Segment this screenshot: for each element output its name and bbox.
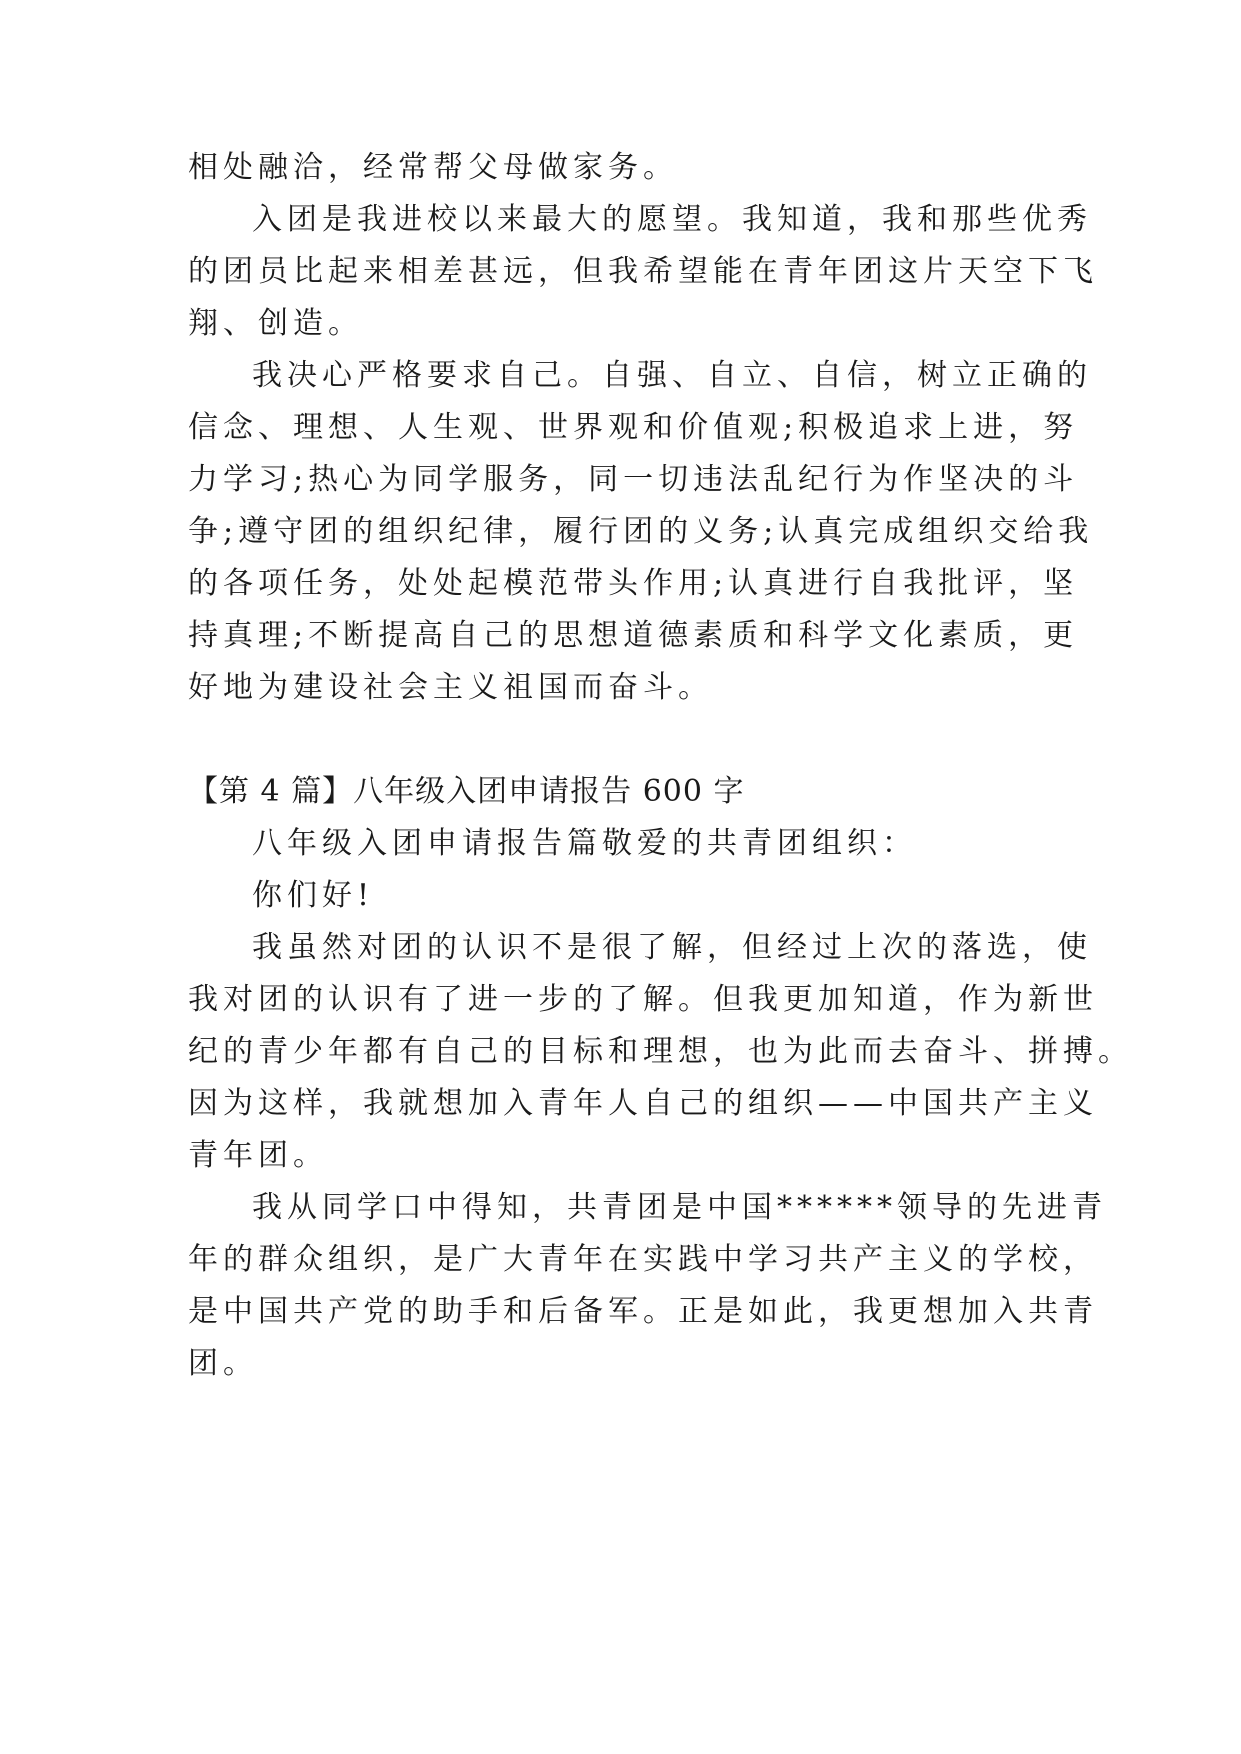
paragraph-line: 信念、理想、人生观、世界观和价值观;积极追求上进，努 (188, 410, 1079, 445)
paragraph-line: 你们好! (252, 878, 375, 913)
paragraph-line: 争;遵守团的组织纪律，履行团的义务;认真完成组织交给我 (188, 514, 1094, 549)
paragraph-line: 我决心严格要求自己。自强、自立、自信，树立正确的 (252, 358, 1092, 393)
paragraph-line: 力学习;热心为同学服务，同一切违法乱纪行为作坚决的斗 (188, 462, 1079, 497)
paragraph-line: 好地为建设社会主义祖国而奋斗。 (188, 670, 713, 705)
paragraph-line: 团。 (188, 1346, 258, 1381)
paragraph-line: 的团员比起来相差甚远，但我希望能在青年团这片天空下飞 (188, 254, 1098, 289)
paragraph-line: 因为这样，我就想加入青年人自己的组织——中国共产主义 (188, 1086, 1098, 1121)
paragraph-line: 我从同学口中得知，共青团是中国******领导的先进青 (252, 1190, 1107, 1225)
paragraph-line: 的各项任务，处处起模范带头作用;认真进行自我批评，坚 (188, 566, 1079, 601)
paragraph-line: 我虽然对团的认识不是很了解，但经过上次的落选，使 (252, 930, 1092, 965)
paragraph-line: 翔、创造。 (188, 306, 363, 341)
paragraph-line: 八年级入团申请报告篇敬爱的共青团组织： (252, 826, 917, 861)
paragraph-line: 相处融洽，经常帮父母做家务。 (188, 150, 678, 185)
paragraph-line: 纪的青少年都有自己的目标和理想，也为此而去奋斗、拼搏。 (188, 1034, 1133, 1069)
paragraph-line: 我对团的认识有了进一步的了解。但我更加知道，作为新世 (188, 982, 1098, 1017)
section-heading: 【第 4 篇】八年级入团申请报告 600 字 (188, 774, 745, 809)
paragraph-line: 入团是我进校以来最大的愿望。我知道，我和那些优秀 (252, 202, 1092, 237)
paragraph-line: 青年团。 (188, 1138, 328, 1173)
paragraph-line: 是中国共产党的助手和后备军。正是如此，我更想加入共青 (188, 1294, 1098, 1329)
paragraph-line: 年的群众组织，是广大青年在实践中学习共产主义的学校， (188, 1242, 1098, 1277)
paragraph-line: 持真理;不断提高自己的思想道德素质和科学文化素质，更 (188, 618, 1079, 653)
